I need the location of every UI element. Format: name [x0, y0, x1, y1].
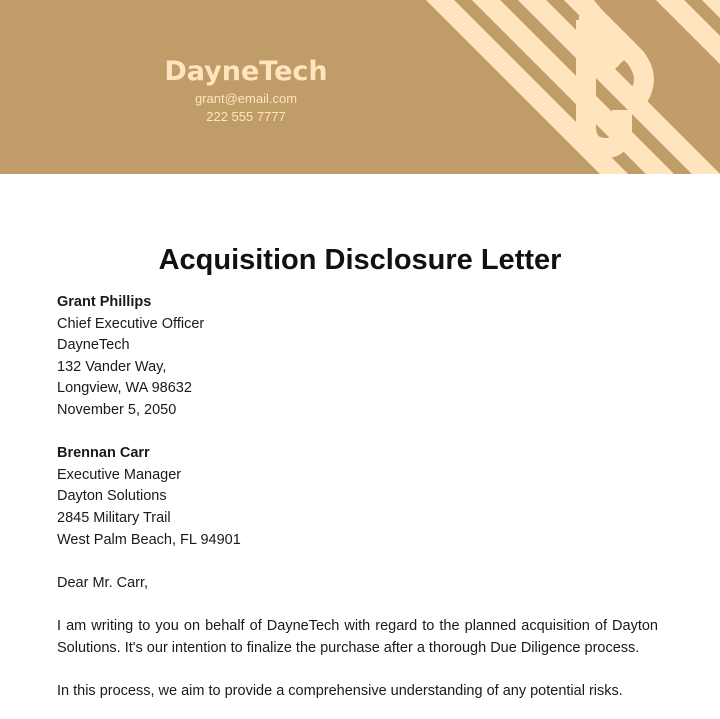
- letterhead-banner: [0, 0, 720, 174]
- company-name: DayneTech: [164, 56, 328, 87]
- recipient-name: Brennan Carr: [57, 445, 150, 462]
- sender-address-line2: Longview, WA 98632: [57, 380, 192, 397]
- body-paragraph-1: I am writing to you on behalf of DayneTech with regard to the planned acquisition of Dayton Solutions. It's our intention to finalize the purchase after a thorough Due Diligence process.: [57, 617, 658, 656]
- sender-name: Grant Phillips: [57, 294, 152, 310]
- letter-title: Acquisition Disclosure Letter: [158, 244, 562, 276]
- sender-position: Chief Executive Officer: [57, 315, 205, 332]
- recipient-position: Executive Manager: [57, 466, 182, 483]
- company-email: grant@email.com: [194, 91, 298, 106]
- body-paragraph-2: In this process, we aim to provide a comprehensive understanding of any potential risks.: [57, 682, 623, 699]
- letter-date: November 5, 2050: [57, 401, 177, 418]
- company-brand: [128, 54, 364, 126]
- sender-block: [57, 292, 658, 422]
- company-phone: 222 555 7777: [206, 109, 286, 124]
- sender-address-line1: 132 Vander Way,: [57, 358, 167, 375]
- recipient-company: Dayton Solutions: [57, 488, 167, 505]
- salutation: Dear Mr. Carr,: [57, 574, 149, 591]
- sender-company: DayneTech: [57, 337, 130, 354]
- letter-body: [57, 292, 658, 702]
- recipient-address-line1: 2845 Military Trail: [57, 509, 171, 526]
- recipient-block: [57, 443, 658, 551]
- recipient-address-line2: West Palm Beach, FL 94901: [57, 531, 241, 548]
